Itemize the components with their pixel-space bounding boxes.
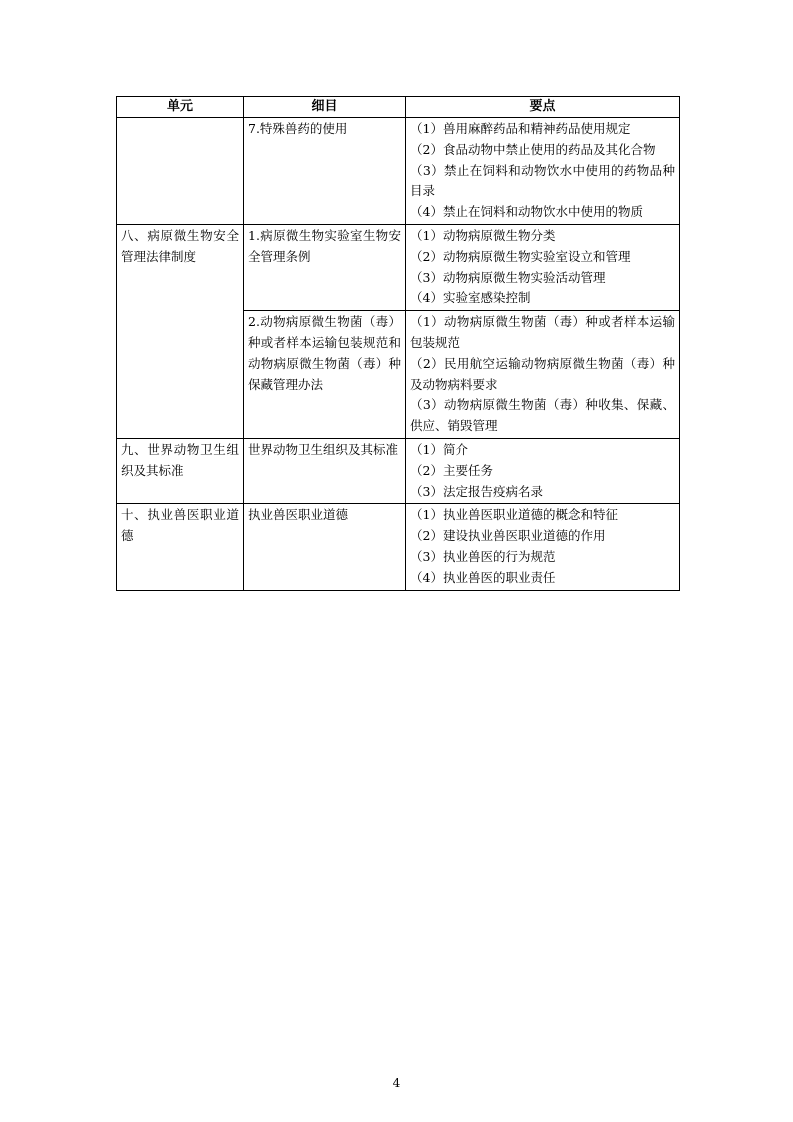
unit-cell <box>117 118 244 225</box>
points-cell <box>406 438 680 503</box>
item-cell: 7.特殊兽药的使用 <box>244 118 406 225</box>
point-item: （4）禁止在饲料和动物饮水中使用的物质 <box>410 204 643 220</box>
item-cell: 世界动物卫生组织及其标准 <box>244 438 406 503</box>
points-cell <box>406 224 680 310</box>
table-row <box>117 224 680 310</box>
point-item: （2）动物病原微生物实验室设立和管理 <box>410 248 631 264</box>
point-item: （2）建设执业兽医职业道德的作用 <box>410 528 606 544</box>
point-item: （3）动物病原微生物实验活动管理 <box>410 269 606 285</box>
table-row <box>117 504 680 590</box>
points-cell <box>406 504 680 590</box>
point-item: （4）实验室感染控制 <box>410 290 531 306</box>
points-cell <box>406 118 680 225</box>
table-row <box>117 438 680 503</box>
table-row <box>117 118 680 225</box>
point-item: （3）动物病原微生物菌（毒）种收集、保藏、供应、销毁管理 <box>410 397 675 434</box>
point-item: （2）民用航空运输动物病原微生物菌（毒）种及动物病料要求 <box>410 355 675 392</box>
point-item: （1）简介 <box>410 441 468 457</box>
point-item: （4）执业兽医的职业责任 <box>410 569 556 585</box>
point-item: （1）执业兽医职业道德的概念和特征 <box>410 507 618 523</box>
point-item: （1）动物病原微生物分类 <box>410 227 556 243</box>
item-cell: 执业兽医职业道德 <box>244 504 406 590</box>
item-cell: 2.动物病原微生物菌（毒）种或者样本运输包装规范和动物病原微生物菌（毒）种保藏管理办法 <box>244 311 406 439</box>
point-item: （2）主要任务 <box>410 462 493 478</box>
point-item: （2）食品动物中禁止使用的药品及其化合物 <box>410 141 656 157</box>
header-unit: 单元 <box>117 97 244 118</box>
page-number: 4 <box>392 1076 401 1090</box>
point-item: （3）执业兽医的行为规范 <box>410 548 556 564</box>
points-cell <box>406 311 680 439</box>
header-points: 要点 <box>406 97 680 118</box>
syllabus-table <box>116 96 680 591</box>
point-item: （1）动物病原微生物菌（毒）种或者样本运输包装规范 <box>410 314 675 350</box>
item-cell: 1.病原微生物实验室生物安全管理条例 <box>244 224 406 310</box>
point-item: （1）兽用麻醉药品和精神药品使用规定 <box>410 121 631 136</box>
unit-cell: 八、病原微生物安全管理法律制度 <box>117 224 244 438</box>
unit-cell: 十、执业兽医职业道德 <box>117 504 244 590</box>
table-header-row <box>117 97 680 118</box>
unit-cell: 九、世界动物卫生组织及其标准 <box>117 438 244 503</box>
point-item: （3）法定报告疫病名录 <box>410 483 543 499</box>
point-item: （3）禁止在饲料和动物饮水中使用的药物品种目录 <box>410 162 675 199</box>
header-item: 细目 <box>244 97 406 118</box>
